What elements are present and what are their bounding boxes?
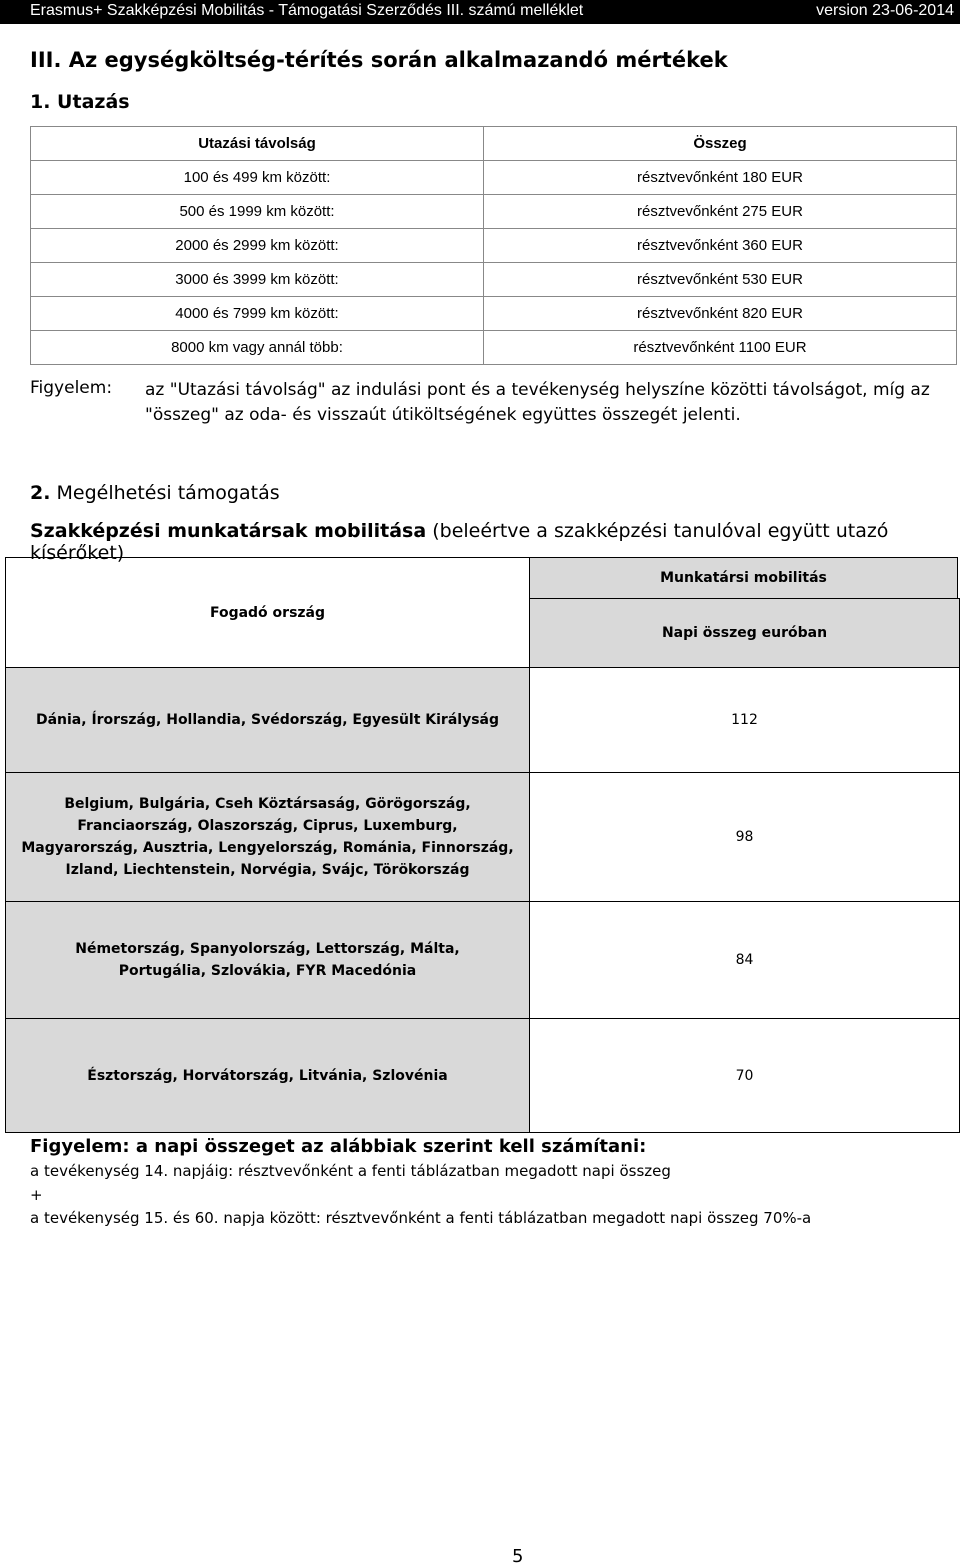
subsistence-note-title: Figyelem: a napi összeget az alábbiak szerint kell számítani: — [30, 1136, 647, 1157]
subsistence-note-line2: a tevékenység 15. és 60. napja között: résztvevőnként a fenti táblázatban megadott napi összeg 70%-a — [30, 1209, 812, 1227]
header-left: Erasmus+ Szakképzési Mobilitás - Támogatási Szerződés III. számú melléklet — [30, 2, 584, 19]
col-country-header-label: Fogadó ország — [209, 604, 326, 621]
daily-amount-cell — [529, 667, 960, 773]
table-row — [31, 161, 957, 195]
col-amount-header: Összeg — [484, 127, 957, 161]
daily-amount: 112 — [731, 712, 758, 728]
country-list: Németország, Spanyolország, Lettország, Málta, Portugália, Szlovákia, FYR Macedónia — [75, 941, 460, 979]
page-number: 5 — [512, 1546, 524, 1567]
amount-cell: résztvevőnként 360 EUR — [484, 229, 957, 263]
daily-amount: 98 — [735, 829, 754, 845]
amount-cell: résztvevőnként 530 EUR — [484, 263, 957, 297]
table-row — [31, 297, 957, 331]
travel-table — [30, 126, 957, 365]
section-title: III. Az egységköltség-térítés során alkalmazandó mértékek — [30, 48, 728, 72]
daily-amount: 84 — [735, 952, 754, 968]
col-country-header — [5, 557, 530, 668]
country-list: Észtország, Horvátország, Litvánia, Szlovénia — [87, 1067, 448, 1084]
subsistence-title-text: Megélhetési támogatás — [56, 482, 280, 504]
page-header — [0, 0, 960, 24]
table-row — [31, 331, 957, 365]
distance-cell: 500 és 1999 km között: — [31, 195, 484, 229]
amount-cell: résztvevőnként 275 EUR — [484, 195, 957, 229]
daily-amount-cell — [529, 901, 960, 1019]
daily-amount-cell — [529, 772, 960, 902]
country-cell — [5, 772, 530, 902]
amount-cell: résztvevőnként 820 EUR — [484, 297, 957, 331]
col-distance-header: Utazási távolság — [31, 127, 484, 161]
country-list: Belgium, Bulgária, Cseh Köztársaság, Görögország, Franciaország, Olaszország, Ciprus, Luxemburg, Magyarország, Ausztria, Lengyelország, Románia, Finnország, Izland, Liechtenstein, Norvégia, Svájc, Törökország — [21, 796, 514, 878]
table-row — [31, 195, 957, 229]
distance-cell: 8000 km vagy annál több: — [31, 331, 484, 365]
country-cell — [5, 1018, 530, 1133]
amount-cell: résztvevőnként 1100 EUR — [484, 331, 957, 365]
col-group-header — [529, 557, 958, 599]
col-group-header-label: Munkatársi mobilitás — [660, 570, 827, 586]
header-version: version 23-06-2014 — [816, 2, 954, 19]
subsistence-note-plus: + — [30, 1186, 43, 1204]
country-cell — [5, 901, 530, 1019]
subsistence-title-number: 2. — [30, 482, 51, 504]
subsistence-note-line1: a tevékenység 14. napjáig: résztvevőnként a fenti táblázatban megadott napi összeg — [30, 1162, 671, 1180]
daily-amount: 70 — [735, 1067, 754, 1084]
col-daily-header-label: Napi összeg euróban — [661, 625, 828, 641]
travel-header-row — [31, 127, 957, 161]
travel-note-text: az "Utazási távolság" az indulási pont és a tevékenység helyszíne közötti távolságot, míg az "összeg" az oda- és visszaút útiköltségének együttes összegét jelenti. — [145, 380, 930, 425]
travel-note-label: Figyelem: — [30, 378, 113, 398]
col-daily-header — [529, 598, 960, 668]
subtitle-bold: Szakképzési munkatársak mobilitása — [30, 520, 427, 542]
distance-cell: 100 és 499 km között: — [31, 161, 484, 195]
subtitle-rest: (beleértve a szakképzési tanulóval együtt utazó kísérőket) — [30, 520, 889, 564]
amount-cell: résztvevőnként 180 EUR — [484, 161, 957, 195]
table-row — [31, 229, 957, 263]
distance-cell: 3000 és 3999 km között: — [31, 263, 484, 297]
distance-cell: 2000 és 2999 km között: — [31, 229, 484, 263]
distance-cell: 4000 és 7999 km között: — [31, 297, 484, 331]
daily-amount-cell — [529, 1018, 960, 1133]
country-cell — [5, 667, 530, 773]
subsistence-title — [30, 482, 280, 504]
travel-title: 1. Utazás — [30, 91, 130, 113]
country-list: Dánia, Írország, Hollandia, Svédország, Egyesült Királyság — [35, 712, 500, 728]
table-row — [31, 263, 957, 297]
